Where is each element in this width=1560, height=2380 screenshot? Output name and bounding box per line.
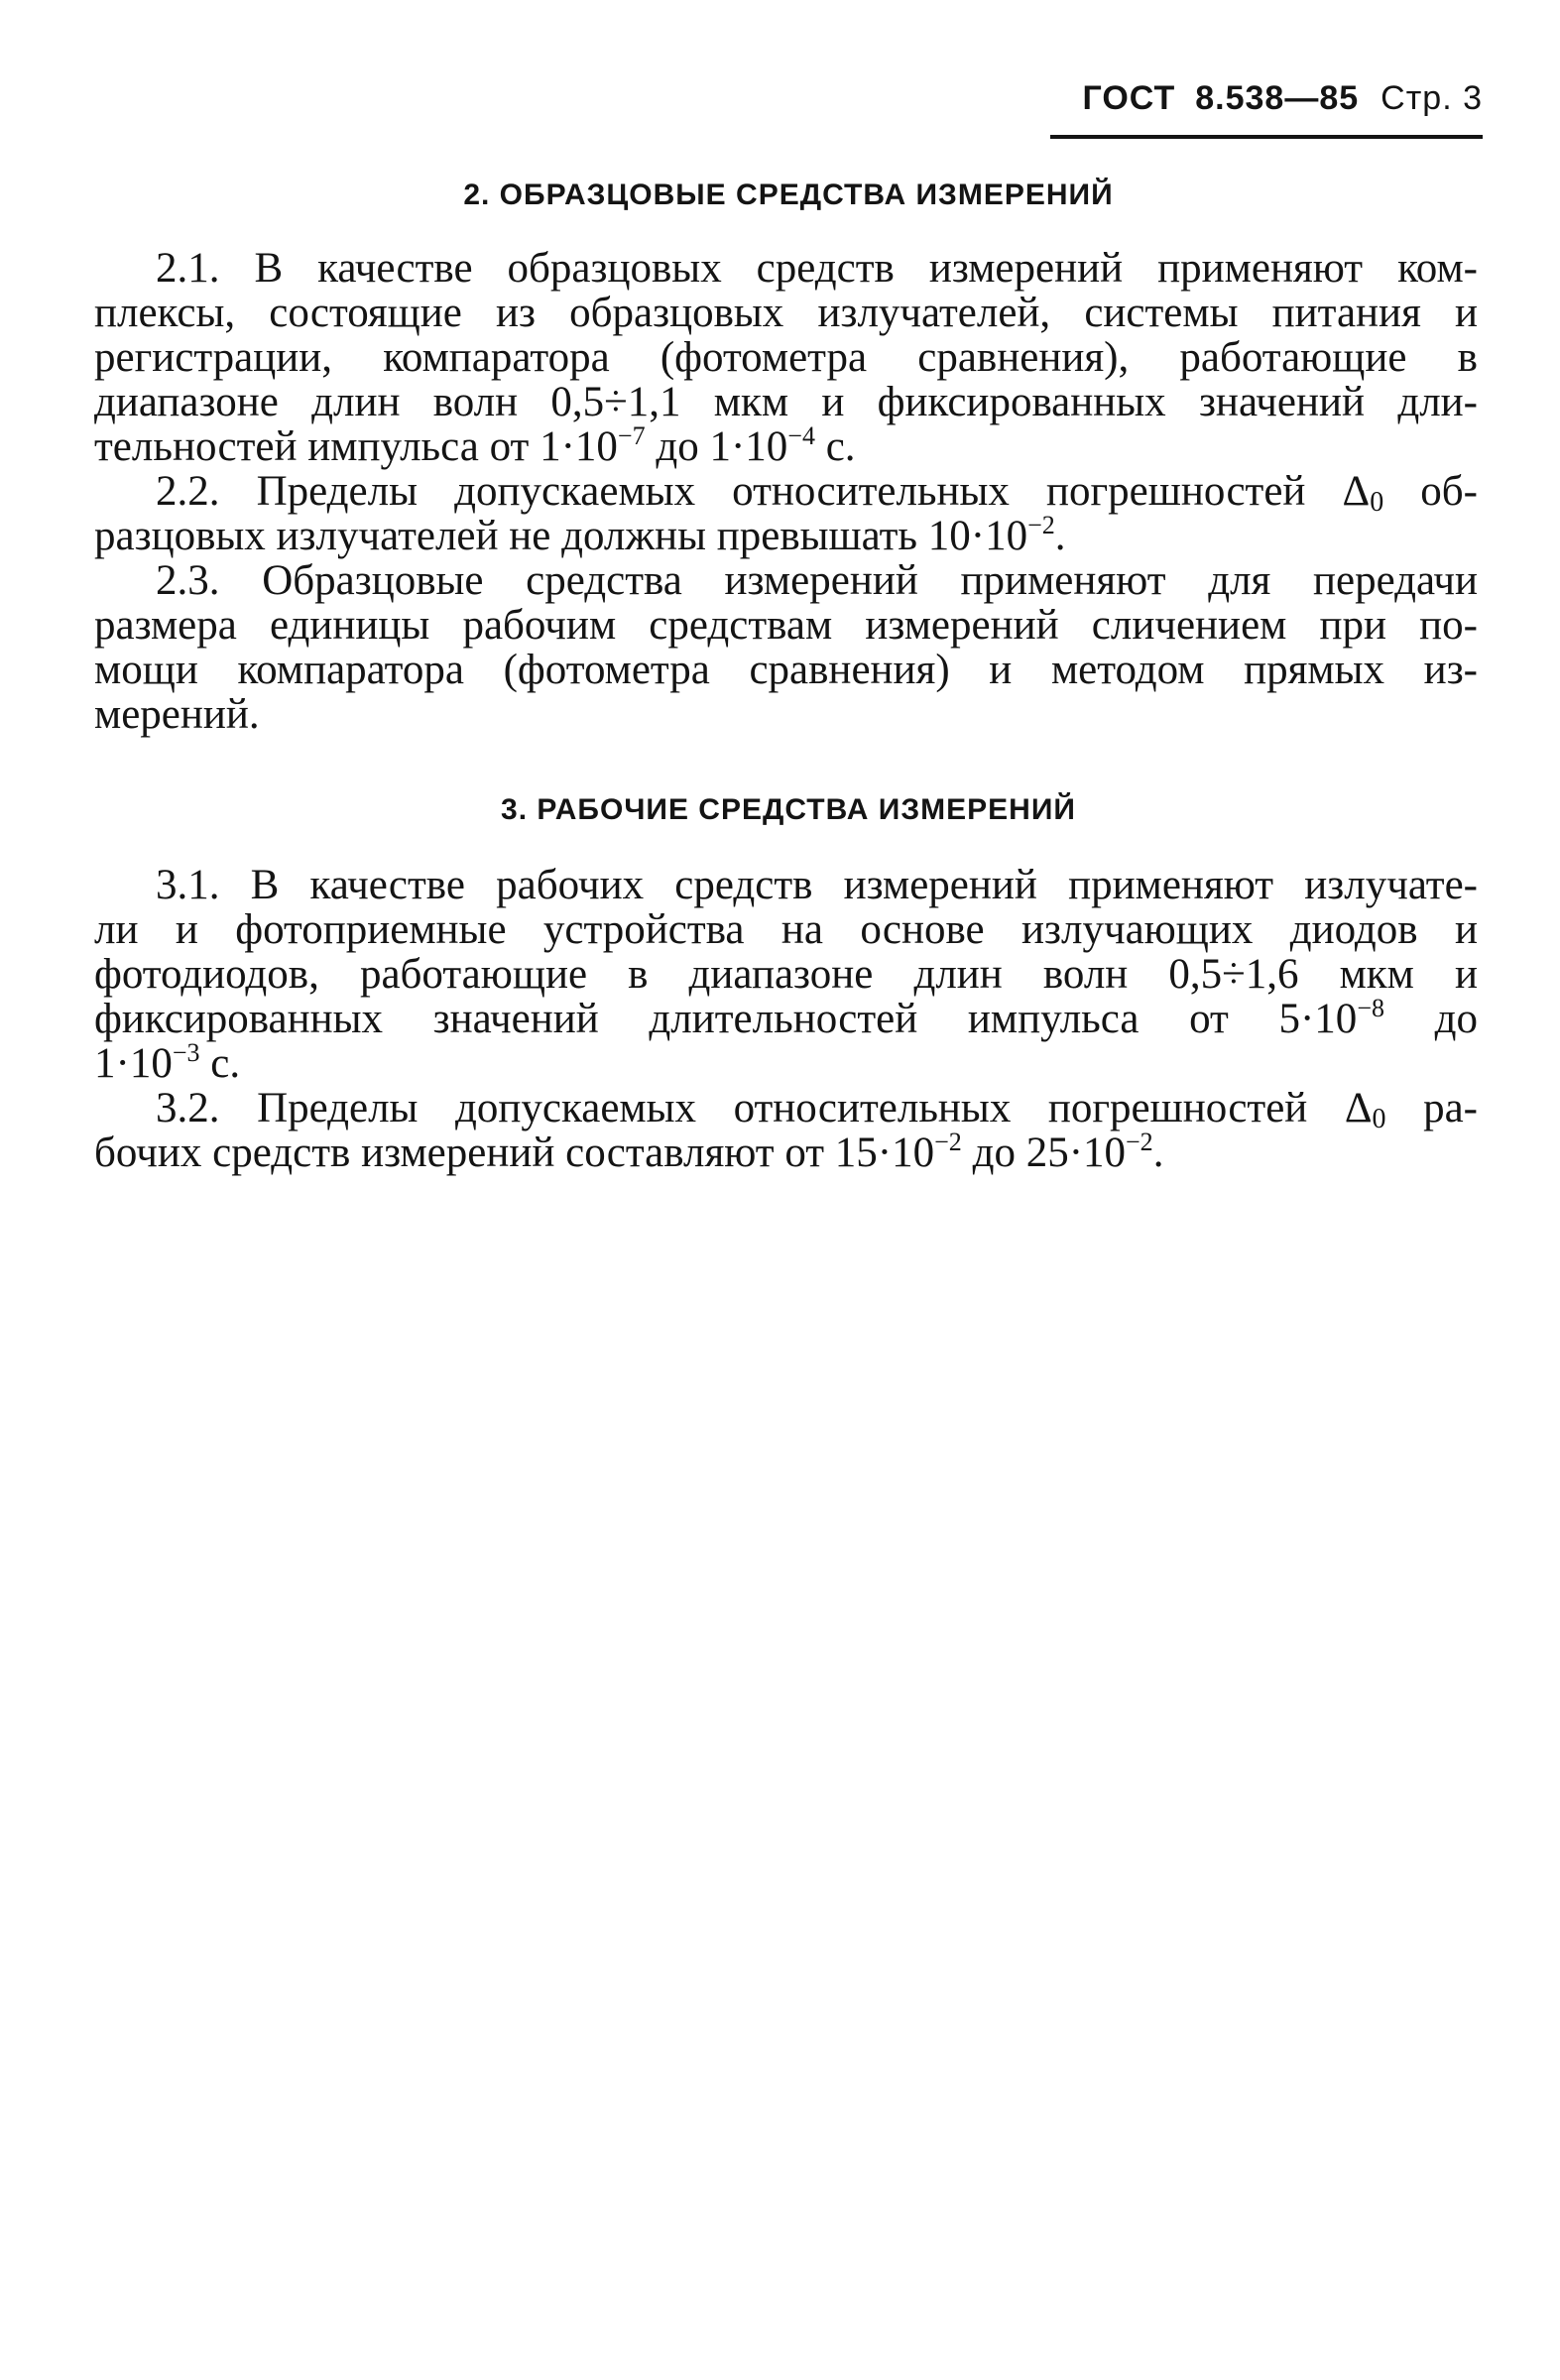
text-line: мерений.: [94, 691, 260, 738]
text-line: $1\cdot 10^{-3}$ с.: [94, 1038, 241, 1087]
header-rule: [1050, 135, 1483, 139]
text-line: фотодиодов, работающие в диапазоне длин волн 0,5÷1,6 мкм и: [94, 951, 1478, 998]
text-line: фиксированных значений длительностей импульса от $5\cdot 10^{-8}$ до: [94, 994, 1478, 1042]
text-line: диапазоне длин волн 0,5÷1,1 мкм и фиксированных значений дли-: [94, 379, 1478, 425]
running-header: [1083, 79, 1484, 118]
text-line: 3.2. Пределы допускаемых относительных погрешностей $\Delta_0$ ра-: [156, 1085, 1478, 1134]
paragraph-3-1: [94, 863, 1478, 1086]
text-line: плексы, состоящие из образцовых излучателей, системы питания и: [94, 290, 1478, 336]
text-line: 2.3. Образцовые средства измерений применяют для передачи: [156, 557, 1478, 604]
text-line: регистрации, компаратора (фотометра сравнения), работающие в: [94, 334, 1478, 381]
text-line: тельностей импульса от $1\cdot 10^{-7}$ до $1\cdot 10^{-4}$ с.: [94, 421, 856, 470]
paragraph-2-2: [94, 469, 1478, 558]
paragraph-2-1: [94, 246, 1478, 469]
text-line: 3.1. В качестве рабочих средств измерений применяют излучате-: [156, 862, 1478, 908]
header-page-number: Стр. 3: [1380, 79, 1483, 117]
text-line: 2.2. Пределы допускаемых относительных погрешностей $\Delta_0$ об-: [156, 468, 1478, 518]
text-line: размера единицы рабочим средствам измерений сличением при по-: [94, 602, 1478, 649]
text-line: разцовых излучателей не должны превышать $10\cdot 10^{-2}$.: [94, 511, 1066, 559]
text-line: 2.1. В качестве образцовых средств измерений применяют ком-: [156, 245, 1478, 292]
header-standard: ГОСТ: [1082, 79, 1176, 117]
text-line: мощи компаратора (фотометра сравнения) и методом прямых из-: [94, 647, 1478, 693]
paragraph-2-3: [94, 558, 1478, 737]
section-3-title: 3. РАБОЧИЕ СРЕДСТВА ИЗМЕРЕНИЙ: [501, 793, 1076, 826]
section-2-title: 2. ОБРАЗЦОВЫЕ СРЕДСТВА ИЗМЕРЕНИЙ: [463, 178, 1114, 211]
text-line: бочих средств измерений составляют от $15\cdot 10^{-2}$ до $25\cdot 10^{-2}$.: [94, 1128, 1164, 1176]
header-standard-number: 8.538—85: [1195, 79, 1360, 117]
text-line: ли и фотоприемные устройства на основе излучающих диодов и: [94, 906, 1478, 953]
paragraph-3-2: [94, 1086, 1478, 1175]
